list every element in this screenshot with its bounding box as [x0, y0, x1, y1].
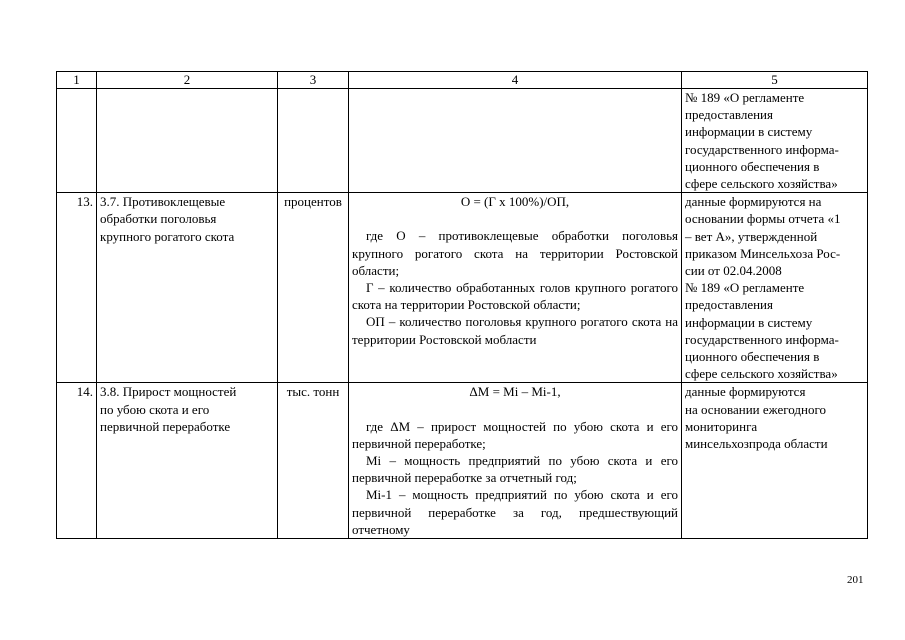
table-row	[57, 193, 868, 383]
source-line: ционного обеспечения в	[685, 349, 820, 365]
indicator-name-line: 3.7. Противоклещевые	[100, 194, 226, 210]
source-line: предоставления	[685, 107, 773, 123]
row-number: 14.	[57, 383, 97, 539]
source-line: сфере сельского хозяйства»	[685, 366, 838, 382]
page-number: 201	[847, 574, 864, 586]
formula: ΔM = Mi – Mi-1,	[469, 384, 561, 400]
source-line: приказом Минсельхоза Рос-	[685, 245, 841, 261]
indicator-name-line: первичной переработке	[100, 418, 231, 434]
formula: О = (Г х 100%)/ОП,	[460, 194, 570, 210]
formula-explanation: Mi – мощность предприятий по убою скота и его первичной переработке за отчетный год;	[352, 453, 678, 486]
formula-cell	[349, 383, 682, 539]
source-cell	[682, 89, 868, 193]
row-number: 13.	[57, 193, 97, 383]
table-row	[57, 383, 868, 539]
indicator-name-cell	[97, 193, 278, 383]
unit-cell: тыс. тонн	[278, 383, 349, 539]
source-line: ционного обеспечения в	[685, 158, 820, 174]
name-cell	[97, 89, 278, 193]
indicator-name-line: крупного рогатого скота	[100, 228, 235, 244]
table-row-continuation	[57, 89, 868, 193]
indicator-name-cell	[97, 383, 278, 539]
source-line: государственного информа-	[685, 331, 839, 347]
formula-cell	[349, 89, 682, 193]
formula-explanation: Mi-1 – мощность предприятий по убою скота и его первичной переработке за год, предшествующий отчетному	[352, 487, 678, 537]
column-header-5: 5	[682, 72, 868, 89]
column-header-3: 3	[278, 72, 349, 89]
header-row	[57, 72, 868, 89]
source-line: государственного информа-	[685, 141, 839, 157]
source-line: на основании ежегодного	[685, 401, 826, 417]
source-cell	[682, 383, 868, 539]
source-line: информации в систему	[685, 314, 813, 330]
formula-explanation: ОП – количество поголовья крупного рогатого скота на территории Ростовской мобласти	[352, 314, 678, 347]
source-line: № 189 «О регламенте	[685, 280, 805, 296]
source-line: – вет А», утвержденной	[685, 228, 818, 244]
indicator-name-line: обработки поголовья	[100, 211, 217, 227]
formula-cell	[349, 193, 682, 383]
source-line: основании формы отчета «1	[685, 211, 841, 227]
unit-cell	[278, 89, 349, 193]
source-line: предоставления	[685, 297, 773, 313]
source-line: № 189 «О регламенте	[685, 90, 805, 105]
formula-explanation: где О – противоклещевые обработки поголовья крупного рогатого скота на территории Ростовской области;	[352, 228, 678, 278]
source-line: мониторинга	[685, 418, 758, 434]
column-header-2: 2	[97, 72, 278, 89]
source-line: данные формируются	[685, 384, 806, 400]
source-line: сии от 02.04.2008	[685, 263, 782, 279]
indicator-name-line: по убою скота и его	[100, 401, 210, 417]
column-header-1: 1	[57, 72, 97, 89]
formula-explanation: где ΔM – прирост мощностей по убою скота и его первичной переработке;	[352, 418, 678, 451]
formula-explanation: Г – количество обработанных голов крупного рогатого скота на территории Ростовской области;	[352, 280, 678, 313]
indicator-name-line: 3.8. Прирост мощностей	[100, 384, 237, 400]
source-line: сфере сельского хозяйства»	[685, 176, 838, 192]
indicator-table	[56, 71, 868, 539]
source-line: информации в систему	[685, 124, 813, 140]
source-line: минсельхозпрода области	[685, 436, 828, 452]
source-cell	[682, 193, 868, 383]
column-header-4: 4	[349, 72, 682, 89]
unit-cell: процентов	[278, 193, 349, 383]
source-line: данные формируются на	[685, 194, 822, 210]
number-cell	[57, 89, 97, 193]
